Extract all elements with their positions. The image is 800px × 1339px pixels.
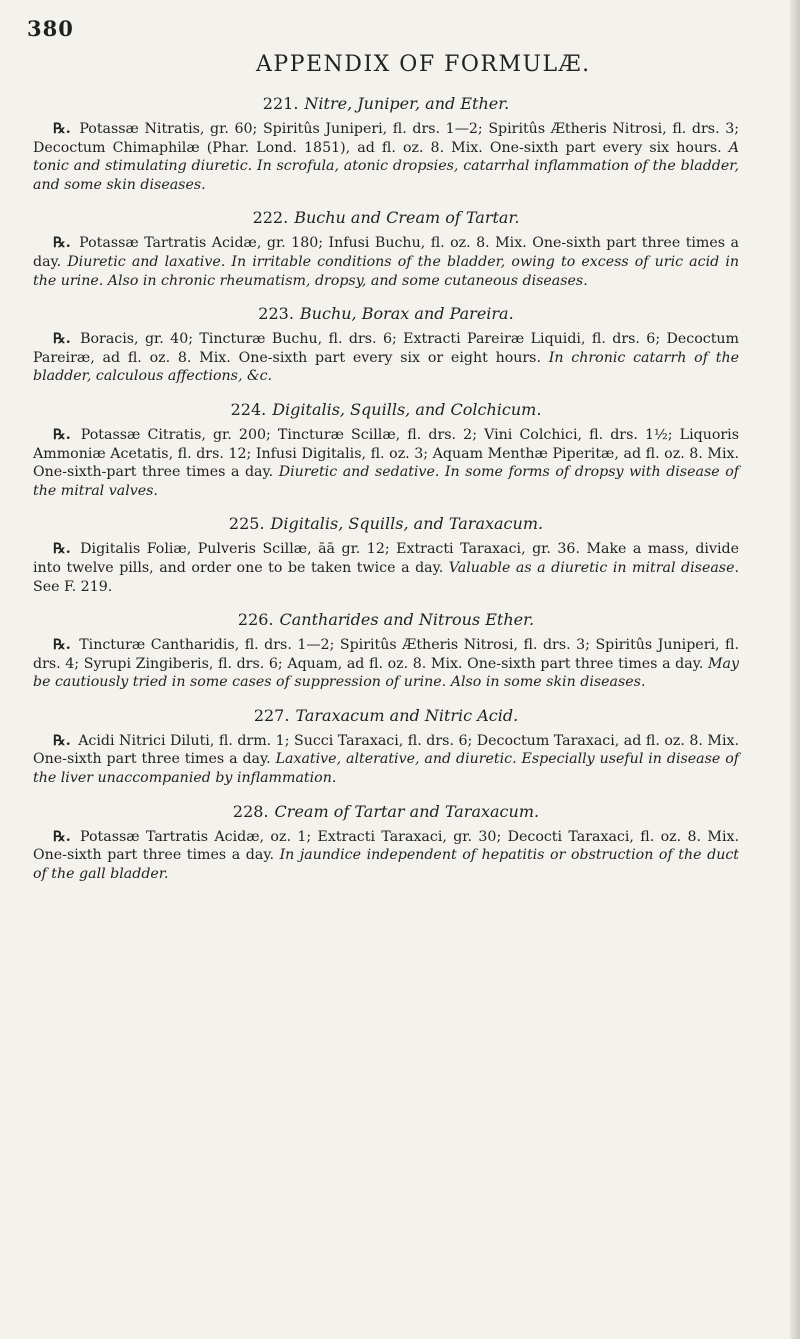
indication-text: Diuretic and laxative. In irritable conditions of the bladder, owing to excess of uric acid in the urine. Also in chronic rheumatism, dropsy, and some cutaneous diseases. [33,253,739,289]
formula-name: Cantharides and Nitrous Ether. [279,610,535,630]
formula-title [33,94,739,114]
recipe-symbol: ℞. [53,121,71,137]
prescription-text: Potassæ Citratis, gr. 200; Tincturæ Scillæ, fl. drs. 2; Vini Colchici, fl. drs. 1½; Liquoris Ammoniæ Acetatis, fl. drs. 12; Infusi Digitalis, fl. oz. 3; Aquam Menthæ Piperitæ, ad fl. oz. 8. Mix. One-sixth-part three times a day. [33,426,739,481]
formula-body [33,828,739,884]
formula-body [33,636,739,692]
formula-222 [33,208,739,290]
recipe-symbol: ℞. [53,331,71,348]
indication-text: A tonic and stimulating diuretic. In scrofula, atonic dropsies, catarrhal inflammation of the bladder, and some skin diseases. [33,139,739,193]
page-number: 380 [27,16,74,41]
formula-number: 221. [262,94,299,113]
recipe-symbol: ℞. [53,828,71,845]
indication-text: Laxative, alterative, and diuretic. Especially useful in disease of the liver unaccompanied by inflammation. [33,751,740,787]
formula-number: 226. [237,610,274,630]
formula-body [33,426,739,500]
formula-number: 224. [230,399,267,419]
formula-number: 223. [258,304,294,324]
prescription-text: Potassæ Nitratis, gr. 60; Spiritûs Juniperi, fl. drs. 1—2; Spiritûs Ætheris Nitrosi, fl. drs. 3; Decoctum Chimaphilæ (Phar. Lond. 1851), ad fl. oz. 8. Mix. One-sixth part every six hours. [33,121,740,156]
formula-name: Digitalis, Squills, and Taraxacum. [270,514,544,534]
formula-223 [33,304,739,386]
formula-title [33,706,739,726]
formula-title [33,208,739,228]
formula-number: 225. [228,514,265,534]
indication-text: In jaundice independent of hepatitis or obstruction of the duct of the gall bladder. [33,847,739,882]
formula-227 [33,706,739,788]
formula-226 [33,610,739,692]
formula-title [33,514,739,534]
recipe-symbol: ℞. [53,637,71,654]
formula-name: Nitre, Juniper, and Ether. [304,94,510,113]
recipe-symbol: ℞. [53,426,71,443]
formula-body [33,540,739,596]
recipe-symbol: ℞. [53,235,71,252]
formula-body [33,234,739,290]
prescription-text: Tincturæ Cantharidis, fl. drs. 1—2; Spiritûs Ætheris Nitrosi, fl. drs. 3; Spiritûs Juniperi, fl. drs. 4; Syrupi Zingiberis, fl. drs. 6; Aquam, ad fl. oz. 8. Mix. One-sixth part three times a day. [33,637,740,672]
formula-body [33,732,739,788]
formula-name: Digitalis, Squills, and Colchicum. [272,399,542,419]
formula-name: Buchu, Borax and Pareira. [299,304,514,324]
formula-title [33,610,739,630]
formula-body [33,330,739,386]
formula-221 [33,94,739,194]
formula-title [33,802,739,822]
formula-body [33,120,739,194]
formula-name: Buchu and Cream of Tartar. [294,208,520,228]
formula-name: Taraxacum and Nitric Acid. [295,705,519,725]
formula-224 [33,400,739,500]
formula-225 [33,514,739,596]
formula-number: 228. [232,801,269,821]
indication-text: May be cautiously tried in some cases of suppression of urine. Also in some skin diseases. [33,655,739,691]
cross-reference: See F. 219. [33,578,113,595]
formula-228 [33,802,739,884]
prescription-text: Potassæ Tartratis Acidæ, oz. 1; Extracti Taraxaci, gr. 30; Decocti Taraxaci, fl. oz. 8. Mix. One-sixth part three times a day. [33,828,740,864]
formula-title [33,400,739,420]
formula-list [33,94,739,897]
formula-number: 227. [253,705,290,725]
recipe-symbol: ℞. [53,541,71,558]
prescription-text: Boracis, gr. 40; Tincturæ Buchu, fl. drs. 6; Extracti Pareiræ Liquidi, fl. drs. 6; Decoctum Pareiræ, ad fl. oz. 8. Mix. One-sixth part every six or eight hours. [33,331,739,366]
prescription-text: Potassæ Tartratis Acidæ, gr. 180; Infusi Buchu, fl. oz. 8. Mix. One-sixth part three times a day. [33,235,739,270]
recipe-symbol: ℞. [53,732,71,749]
page-edge-shadow [790,0,800,1339]
formula-name: Cream of Tartar and Taraxacum. [274,801,540,821]
prescription-text: Digitalis Foliæ, Pulveris Scillæ, āā gr. 12; Extracti Taraxaci, gr. 36. Make a mass, divide into twelve pills, and order one to be taken twice a day. [33,541,740,576]
indication-text: Valuable as a diuretic in mitral disease. [448,559,739,576]
running-head: APPENDIX OF FORMULÆ. [256,52,591,77]
formula-title [33,304,739,324]
formula-number: 222. [252,208,289,228]
indication-text: In chronic catarrh of the bladder, calculous affections, &c. [33,349,739,385]
prescription-text: Acidi Nitrici Diluti, fl. drm. 1; Succi Taraxaci, fl. drs. 6; Decoctum Taraxaci, ad fl. oz. 8. Mix. One-sixth part three times a day. [33,732,739,768]
indication-text: Diuretic and sedative. In some forms of dropsy with disease of the mitral valves. [33,464,739,499]
